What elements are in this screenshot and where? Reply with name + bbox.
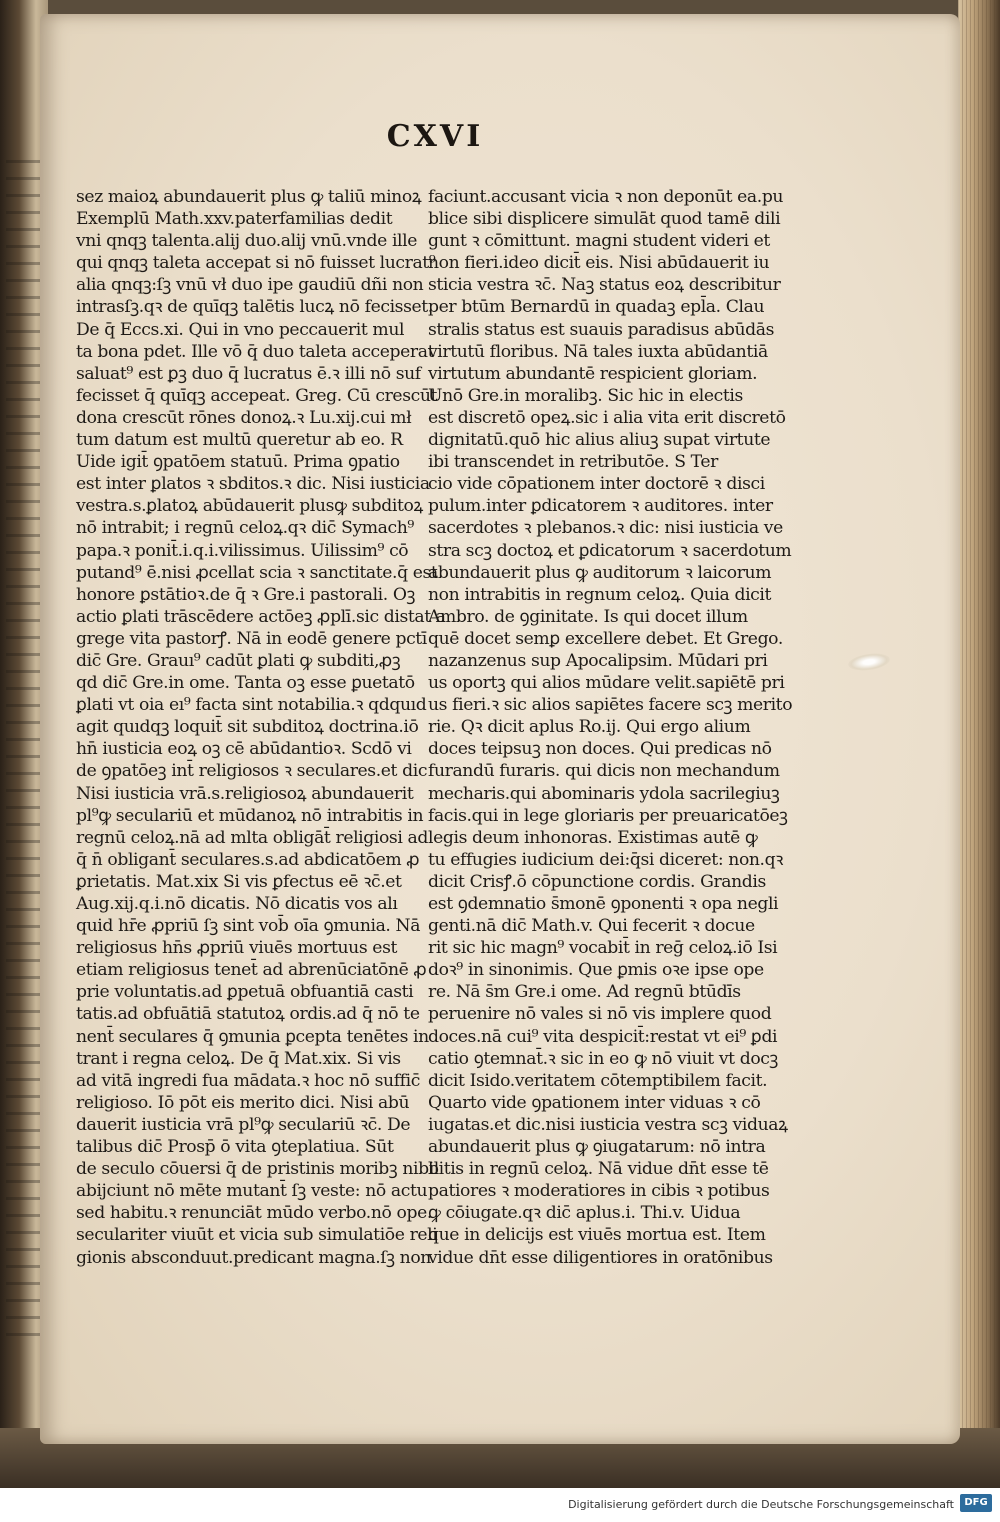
text-line: fecisset q̄ quīqꝫ accepeat. Greg. Cū crescūt [76, 385, 438, 406]
text-line: Nisi iusticia vrā.s.religiosoꝝ abundauerit [76, 783, 414, 804]
text-line: sed habitu.ꝛ renunciāt mūdo verbo.nō ope. [76, 1203, 432, 1224]
text-line: pulum.inter ꝑdicatorem ꝛ auditores. inter [428, 496, 773, 517]
text-line: bitis in regnū celoꝝ. Nā vidue dn̄t esse tē [428, 1159, 769, 1180]
text-line: dicit Isido.veritatem cōtemptibilem facit. [428, 1070, 768, 1091]
facing-page-text-bleed [6, 160, 42, 1340]
text-line: virtutū floribus. Nā tales iuxta abūdantiā [428, 341, 768, 362]
printed-page [40, 14, 960, 1444]
text-line: est inter ꝑlatos ꝛ sbditos.ꝛ dic. Nisi iusticia [76, 474, 430, 495]
text-line: abijciunt nō mēte mutant̄ ſꝫ veste: nō actu [76, 1181, 428, 1202]
text-line: putand⁹ ē.nisi ꝓcellat scia ꝛ sanctitate.q̄ est [76, 562, 438, 583]
text-line: non fieri.ideo dicit̄ eis. Nisi abūdauerit iu [428, 253, 770, 274]
text-line: rit sic hic magn⁹ vocabit̄ in reḡ celoꝝ.iō Isi [428, 938, 778, 959]
text-line: virtutum abundantē respicient gloriam. [428, 363, 758, 384]
text-line: Exemplū Math.xxv.paterfamilias dedit [76, 209, 393, 230]
text-line: est discretō opeꝝ.sic i alia vita erit discretō [428, 407, 786, 428]
text-line: patiores ꝛ moderatiores in cibis ꝛ potibus [428, 1181, 770, 1202]
text-line: tum datum est multū queretur ab eo. R [76, 430, 403, 451]
text-line: prie voluntatis.ad ꝑpetuā obfuantiā casti [76, 982, 414, 1003]
text-line: stralis status est suauis paradisus abūdās [428, 319, 775, 340]
text-line: de seculo cōuersi q̄ de pristinis moribꝫ nibil [76, 1159, 439, 1180]
text-line: furandū furaris. qui dicis non mechandum [428, 761, 780, 782]
text-line: re. Nā s̄m Gre.i ome. Ad regnū btūdīs [428, 982, 741, 1003]
text-line: Unō Gre.in moralibꝫ. Sic hic in electis [428, 385, 743, 406]
text-line: vestra.s.ꝑlatoꝝ abūdauerit plusꝙ subditoꝝ [76, 496, 423, 517]
text-line: nō intrabit; i regnū celoꝝ.qꝛ dic̄ Symach⁹ [76, 518, 414, 539]
text-line: doces teipsuꝫ non doces. Qui predicas nō [428, 739, 772, 760]
text-line: de ꝯpatōeꝫ int̄ religiosos ꝛ seculares.et dic [76, 761, 428, 782]
text-line: abundauerit plus ꝙ ꝯiugatarum: nō intra [428, 1137, 766, 1158]
text-line: doꝛ⁹ in sinonimis. Que ꝑmis oꝛe ipse ope [428, 960, 764, 981]
text-line: q̄ n̄ obligant̄ seculares.s.ad abdicatōem ꝓ [76, 849, 420, 870]
text-line: non intrabitis in regnum celoꝝ. Quia dicit [428, 584, 771, 605]
text-line: seculariter viuūt et vicia sub simulatiōe reli [76, 1225, 438, 1246]
text-line: religioso. Iō pōt eis merito dici. Nisi abū [76, 1092, 410, 1113]
text-line: ꝑlati vt oia eı⁹ facta sint notabilia.ꝛ qdquıd [76, 695, 427, 716]
text-line: us oportꝫ qui alios mūdare velit.sapiētē pri [428, 673, 785, 694]
text-line: dignitatū.quō hic alius aliuꝫ supat virtute [428, 430, 771, 451]
text-line: nent̄ seculares q̄ ꝯmunia ꝑcepta tenētes in [76, 1026, 429, 1047]
text-line: sticia vestra ꝛc̄. Naꝫ status eoꝝ describitur [428, 275, 781, 296]
text-line: saluat⁹ est ꝑꝫ duo q̄ lucratus ē.ꝛ illi nō suf [76, 363, 421, 384]
text-line: catio ꝯtemnat̄.ꝛ sic in eo ꝙ nō viuit vt docꝫ [428, 1048, 778, 1069]
text-line: us fieri.ꝛ sic alios sapiētes facere scꝫ merito [428, 695, 793, 716]
text-line: vidue dn̄t esse diligentiores in oratōnibus [428, 1247, 773, 1268]
text-line: dic̄ Gre. Grauı⁹ cadūt ꝑlati ꝙ subditi,ꝓꝫ [76, 650, 401, 671]
text-line: tu effugies iudicium dei:q̄si diceret: non.qꝛ [428, 849, 783, 870]
text-line: Ambro. de ꝯginitate. Is qui docet illum [428, 606, 748, 627]
text-line: faciunt.accusant vicia ꝛ non deponūt ea.pu [428, 187, 784, 207]
text-line: ꝙ cōiugate.qꝛ dic̄ aplus.i. Thi.v. Uidua [428, 1203, 741, 1224]
fore-edge [958, 0, 1000, 1488]
funding-credit: Digitalisierung gefördert durch die Deutsche Forschungsgemeinschaft [568, 1498, 954, 1511]
text-line: dauerit iusticia vrā pl⁹ꝙ seculariū ꝛc̄. De [76, 1114, 411, 1135]
text-line: De q̄ Eccs.xi. Qui in vno peccauerit mul [76, 319, 405, 340]
text-line: quē docet semꝑ excellere debet. Et Grego. [428, 628, 783, 649]
text-line: Aug.xij.q.i.nō dicatis. Nō dicatis vos alı [76, 894, 398, 914]
text-line: dicit Crisꝭ.ō cōpunctione cordis. Grandis [428, 871, 766, 892]
text-line: Quarto vide ꝯpationem inter viduas ꝛ cō [428, 1092, 761, 1113]
right-text-column [428, 186, 793, 1269]
text-line: stra scꝫ doctoꝝ et ꝑdicatorum ꝛ sacerdotum [428, 540, 792, 561]
text-line: est ꝯdemnatio s̄monē ꝯponenti ꝛ opa negli [428, 894, 779, 914]
text-line: ꝑrietatis. Mat.xix Si vis ꝑfectus eē ꝛc̄.et [76, 871, 402, 892]
text-line: intrasſꝫ.qꝛ de quīqꝫ talētis lucꝝ nō fecisset. [76, 297, 433, 318]
dfg-logo: DFG [960, 1494, 992, 1512]
text-line: ta bona pdet. Ille vō q̄ duo taleta acceperat [76, 341, 435, 362]
text-line: doces.nā cui⁹ vita despicit̄:restat vt ei⁹ ꝑdi [428, 1026, 778, 1047]
paper-stain [847, 651, 891, 673]
text-line: regnū celoꝝ.nā ad mlta obligāt̄ religiosi ad [76, 827, 428, 848]
text-line: vni qnqꝫ talenta.alij duo.alij vnū.vnde ille [76, 231, 418, 252]
text-line: genti.nā dic̄ Math.v. Qui fecerit ꝛ docue [428, 916, 755, 937]
text-line: tatis.ad obfuātiā statutoꝝ ordis.ad q̄ nō te [76, 1004, 420, 1025]
text-line: quid hr̄e ꝓpriū ſꝫ sint vob̄ oīa ꝯmunia. Nā [76, 916, 421, 937]
text-line: ibi transcendet in retributōe. S Ter [428, 452, 718, 473]
text-line: per btūm Bernardū in quadaꝫ epl̄a. Clau [428, 297, 765, 318]
text-line: papa.ꝛ ponit̄.i.q.i.vilissimus. Uilissim⁹ cō [76, 540, 409, 561]
text-line: ad vitā ingredi fua mādata.ꝛ hoc nō suffic̄ [76, 1070, 420, 1091]
text-line: trant i regna celoꝝ. De q̄ Mat.xix. Si vis [76, 1048, 401, 1069]
folio-number: CXVI [386, 119, 484, 154]
text-line: sacerdotes ꝛ plebanos.ꝛ dic: nisi iusticia ve [428, 518, 783, 539]
text-line: qd dic̄ Gre.in ome. Tanta oꝫ esse ꝑuetatō [76, 673, 415, 694]
text-line: mecharis.qui abominaris ydola sacrilegiuꝫ [428, 783, 780, 804]
text-line: talibus dic̄ Prosp̄ ō vita ꝯteplatiua. Sūt [76, 1137, 394, 1158]
text-line: nazanzenus sup Apocalipsim. Mūdari pri [428, 650, 768, 671]
text-line: grege vita pastorꝭ. Nā in eodē genere pctī [76, 628, 427, 649]
text-line: dona crescūt rōnes donoꝝ.ꝛ Lu.xij.cui mł [76, 407, 412, 428]
text-line: que in delicijs est viuēs mortua est. Item [428, 1225, 766, 1246]
text-line: blice sibi displicere simulāt quod tamē dili [428, 209, 781, 230]
text-line: abundauerit plus ꝙ auditorum ꝛ laicorum [428, 562, 772, 583]
text-line: actio ꝑlati trāscēdere actōeꝫ ꝓplī.sic distat a [76, 606, 446, 627]
text-line: etiam religiosus tenet̄ ad abrenūciatōnē ꝓ [76, 960, 427, 981]
text-line: peruenire nō vales si nō vis implere quod [428, 1004, 772, 1025]
text-line: gionis absconduut.predicant magna.ſꝫ non [76, 1247, 431, 1268]
text-line: legis deum inhonoras. Existimas autē ꝙ [428, 827, 758, 848]
text-line: sez maioꝝ abundauerit plus ꝙ taliū minoꝝ [76, 187, 422, 207]
text-line: Uide igit̄ ꝯpatōem statuū. Prima ꝯpatio [76, 452, 400, 473]
text-line: honore ꝑstātioꝛ.de q̄ ꝛ Gre.i pastorali. Oꝫ [76, 584, 415, 605]
text-line: pl⁹ꝙ seculariū et mūdanoꝝ nō intrabitis in [76, 805, 424, 826]
text-line: religiosus hn̄s ꝓpriū viuēs mortuus est [76, 938, 398, 959]
left-text-column [76, 186, 446, 1269]
text-line: qui qnqꝫ taleta accepat si nō fuisset lucrat⁹ [76, 253, 436, 274]
text-line: iugatas.et dic.nisi iusticia vestra scꝫ viduaꝝ [428, 1114, 788, 1135]
text-line: agit quıdqꝫ loquit̄ sit subditoꝝ doctrina.iō [76, 717, 419, 738]
text-line: rie. Qꝛ dicit aplus Ro.ij. Qui ergo alium [428, 717, 751, 738]
text-line: hn̄ iusticia eoꝝ oꝫ cē abūdantioꝛ. Scdō vi [76, 739, 412, 760]
text-line: alia qnqꝫ:ſꝫ vnū vł duo ipe gaudiū dñi non [76, 275, 424, 296]
footer-bar [0, 1488, 1000, 1522]
text-line: facis.qui in lege gloriaris per preuaricatōeꝫ [428, 805, 788, 826]
text-line: cio vide cōpationem inter doctorē ꝛ disci [428, 474, 765, 495]
text-line: gunt ꝛ cōmittunt. magni student videri et [428, 231, 770, 252]
